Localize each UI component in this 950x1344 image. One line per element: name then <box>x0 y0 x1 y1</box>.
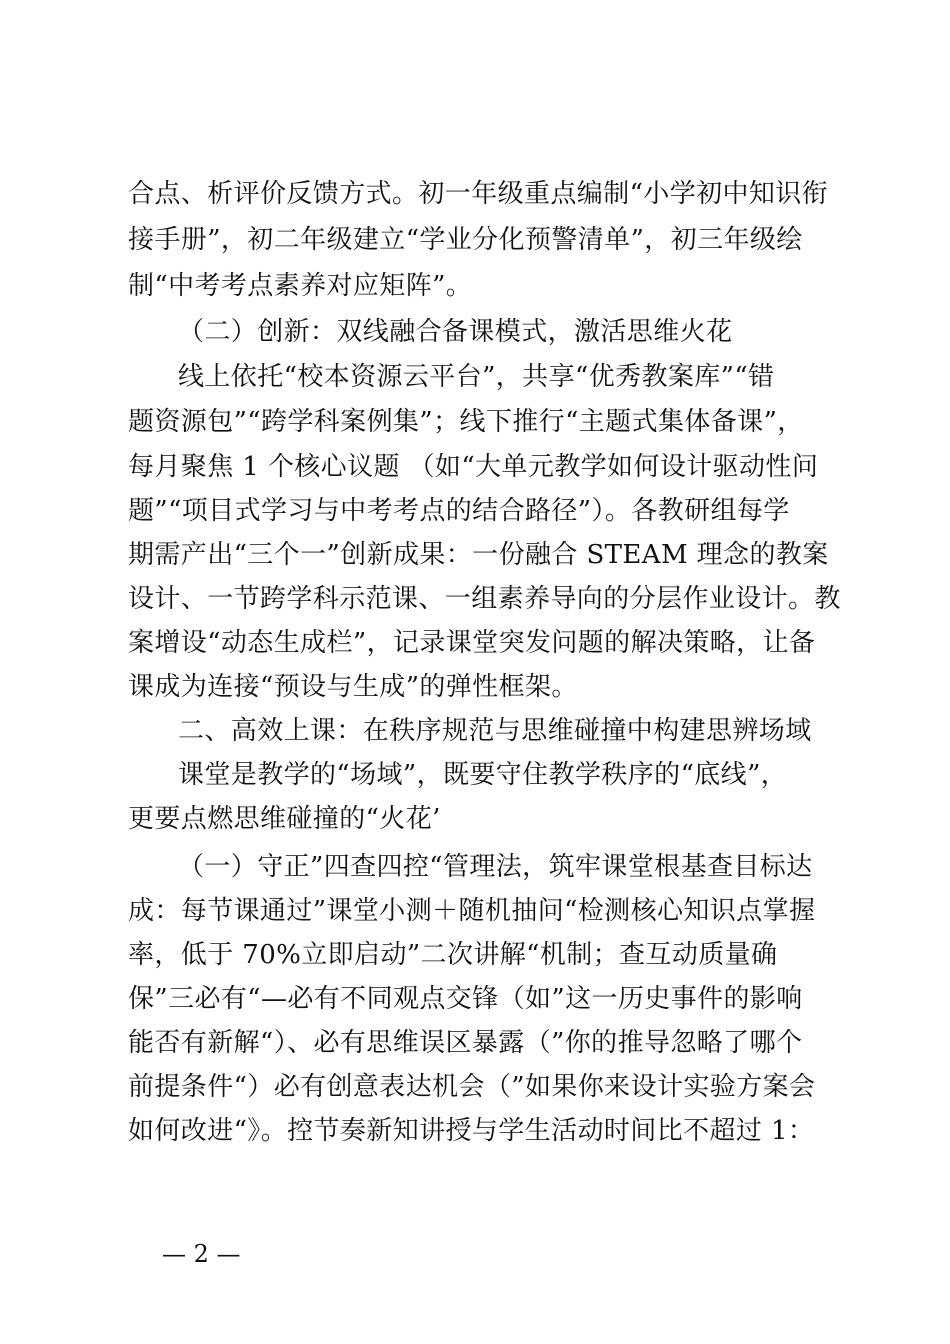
section-heading: （二）创新：双线融合备课模式，激活思维火花 <box>178 317 733 347</box>
text-line: 课堂是教学的“场域”，既要守住教学秩序的“底线”， <box>178 760 788 790</box>
text-line: 成：每节课通过”课堂小测＋随机抽问“检测核心知识点掌握 <box>128 896 816 926</box>
text-line: 制“中考考点素养对应矩阵”。 <box>128 271 473 301</box>
page-number: — 2 — <box>162 1240 241 1268</box>
text-line: 题资源包”“跨学科案例集”；线下推行“主题式集体备课”， <box>128 407 804 437</box>
text-line: 案增设“动态生成栏”，记录课堂突发问题的解决策略，让备 <box>128 628 816 658</box>
text-line: 能否有新解“）、必有思维误区暴露（”你的推导忽略了哪个 <box>128 1028 803 1058</box>
text-line: 设计、一节跨学科示范课、一组素养导向的分层作业设计。教 <box>128 584 841 614</box>
text-line: 每月聚焦 1 个核心议题 （如“大单元教学如何设计驱动性问 <box>128 452 819 482</box>
text-line: 接手册”，初二年级建立“学业分化预警清单”，初三年级绘 <box>128 225 803 255</box>
text-line: 题”“项目式学习与中考考点的结合路径”）。各教研组每学 <box>128 496 790 526</box>
text-line: 保”三必有“—必有不同观点交锋（如”这一历史事件的影响 <box>128 984 803 1014</box>
text-line: 率，低于 70%立即启动”二次讲解“机制；查互动质量确 <box>128 940 778 970</box>
text-line: 更要点燃思维碰撞的“火花’ <box>128 804 441 834</box>
text-line: （一）守正”四查四控“管理法，筑牢课堂根基查目标达 <box>178 852 813 882</box>
section-heading: 二、高效上课：在秩序规范与思维碰撞中构建思辨场域 <box>178 716 812 746</box>
text-line: 如何改进“》。控节奏新知讲授与学生活动时间比不超过 1： <box>128 1116 815 1146</box>
text-line: 前提条件“）必有创意表达机会（”如果你来设计实验方案会 <box>128 1072 816 1102</box>
text-line: 课成为连接“预设与生成”的弹性框架。 <box>128 672 578 702</box>
text-line: 合点、析评价反馈方式。初一年级重点编制“小学初中知识衔 <box>128 179 829 209</box>
text-line: 期需产出“三个一”创新成果：一份融合 STEAM 理念的教案 <box>128 540 829 570</box>
text-line: 线上依托“校本资源云平台”，共享“优秀教案库”“错 <box>178 362 775 392</box>
